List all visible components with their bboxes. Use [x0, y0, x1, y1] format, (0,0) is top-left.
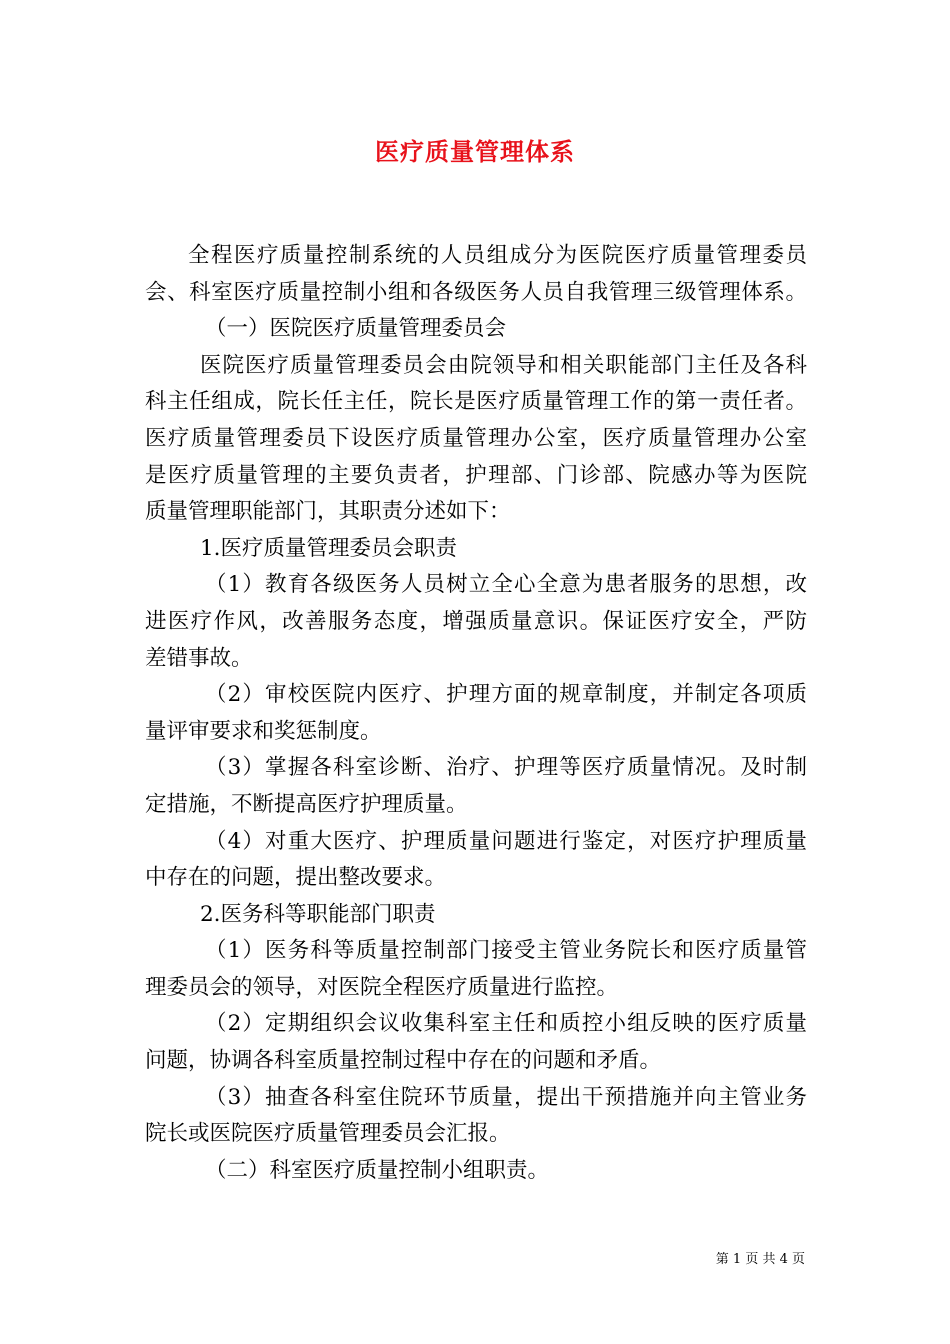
- paragraph-line: 定措施，不断提高医疗护理质量。: [145, 791, 468, 817]
- paragraph-line: 会、科室医疗质量控制小组和各级医务人员自我管理三级管理体系。: [145, 279, 807, 305]
- paragraph-line: （2）审校医院内医疗、护理方面的规章制度，并制定各项质: [205, 682, 807, 708]
- paragraph-line: （1）教育各级医务人员树立全心全意为患者服务的思想，改: [205, 572, 807, 598]
- paragraph-line: 全程医疗质量控制系统的人员组成分为医院医疗质量管理委员: [188, 243, 807, 268]
- paragraph-line: 院长或医院医疗质量管理委员会汇报。: [145, 1121, 511, 1147]
- subsection-heading: 1.医疗质量管理委员会职责: [200, 535, 458, 561]
- paragraph-line: 医院医疗质量管理委员会由院领导和相关职能部门主任及各科: [200, 352, 807, 378]
- paragraph-line: 问题，协调各科室质量控制过程中存在的问题和矛盾。: [145, 1048, 662, 1074]
- paragraph-line: 质量管理职能部门，其职责分述如下：: [145, 499, 511, 525]
- paragraph-line: 医疗质量管理委员下设医疗质量管理办公室，医疗质量管理办公室: [145, 425, 807, 451]
- paragraph-line: 是医疗质量管理的主要负责者，护理部、门诊部、院感办等为医院: [145, 462, 807, 488]
- subsection-heading: 2.医务科等职能部门职责: [200, 901, 436, 927]
- page-number-footer: 第 1 页 共 4 页: [715, 1252, 805, 1267]
- section-heading: （一）医院医疗质量管理委员会: [205, 316, 507, 342]
- paragraph-line: 理委员会的领导，对医院全程医疗质量进行监控。: [145, 974, 619, 1000]
- paragraph-line: 中存在的问题，提出整改要求。: [145, 865, 447, 891]
- paragraph-line: （3）掌握各科室诊断、治疗、护理等医疗质量情况。及时制: [205, 755, 807, 781]
- paragraph-line: 差错事故。: [145, 645, 253, 671]
- document-body: [145, 238, 807, 1189]
- paragraph-line: （1）医务科等质量控制部门接受主管业务院长和医疗质量管: [205, 938, 807, 964]
- document-title: 医疗质量管理体系: [375, 137, 575, 166]
- paragraph-line: 科主任组成，院长任主任，院长是医疗质量管理工作的第一责任者。: [145, 389, 807, 415]
- paragraph-line: （2）定期组织会议收集科室主任和质控小组反映的医疗质量: [205, 1011, 807, 1037]
- paragraph-line: （4）对重大医疗、护理质量问题进行鉴定，对医疗护理质量: [205, 828, 807, 854]
- section-heading: （二）科室医疗质量控制小组职责。: [205, 1157, 550, 1183]
- paragraph-line: 进医疗作风，改善服务态度，增强质量意识。保证医疗安全，严防: [145, 608, 807, 634]
- paragraph-line: 量评审要求和奖惩制度。: [145, 718, 382, 744]
- paragraph-line: （3）抽查各科室住院环节质量，提出干预措施并向主管业务: [205, 1084, 807, 1110]
